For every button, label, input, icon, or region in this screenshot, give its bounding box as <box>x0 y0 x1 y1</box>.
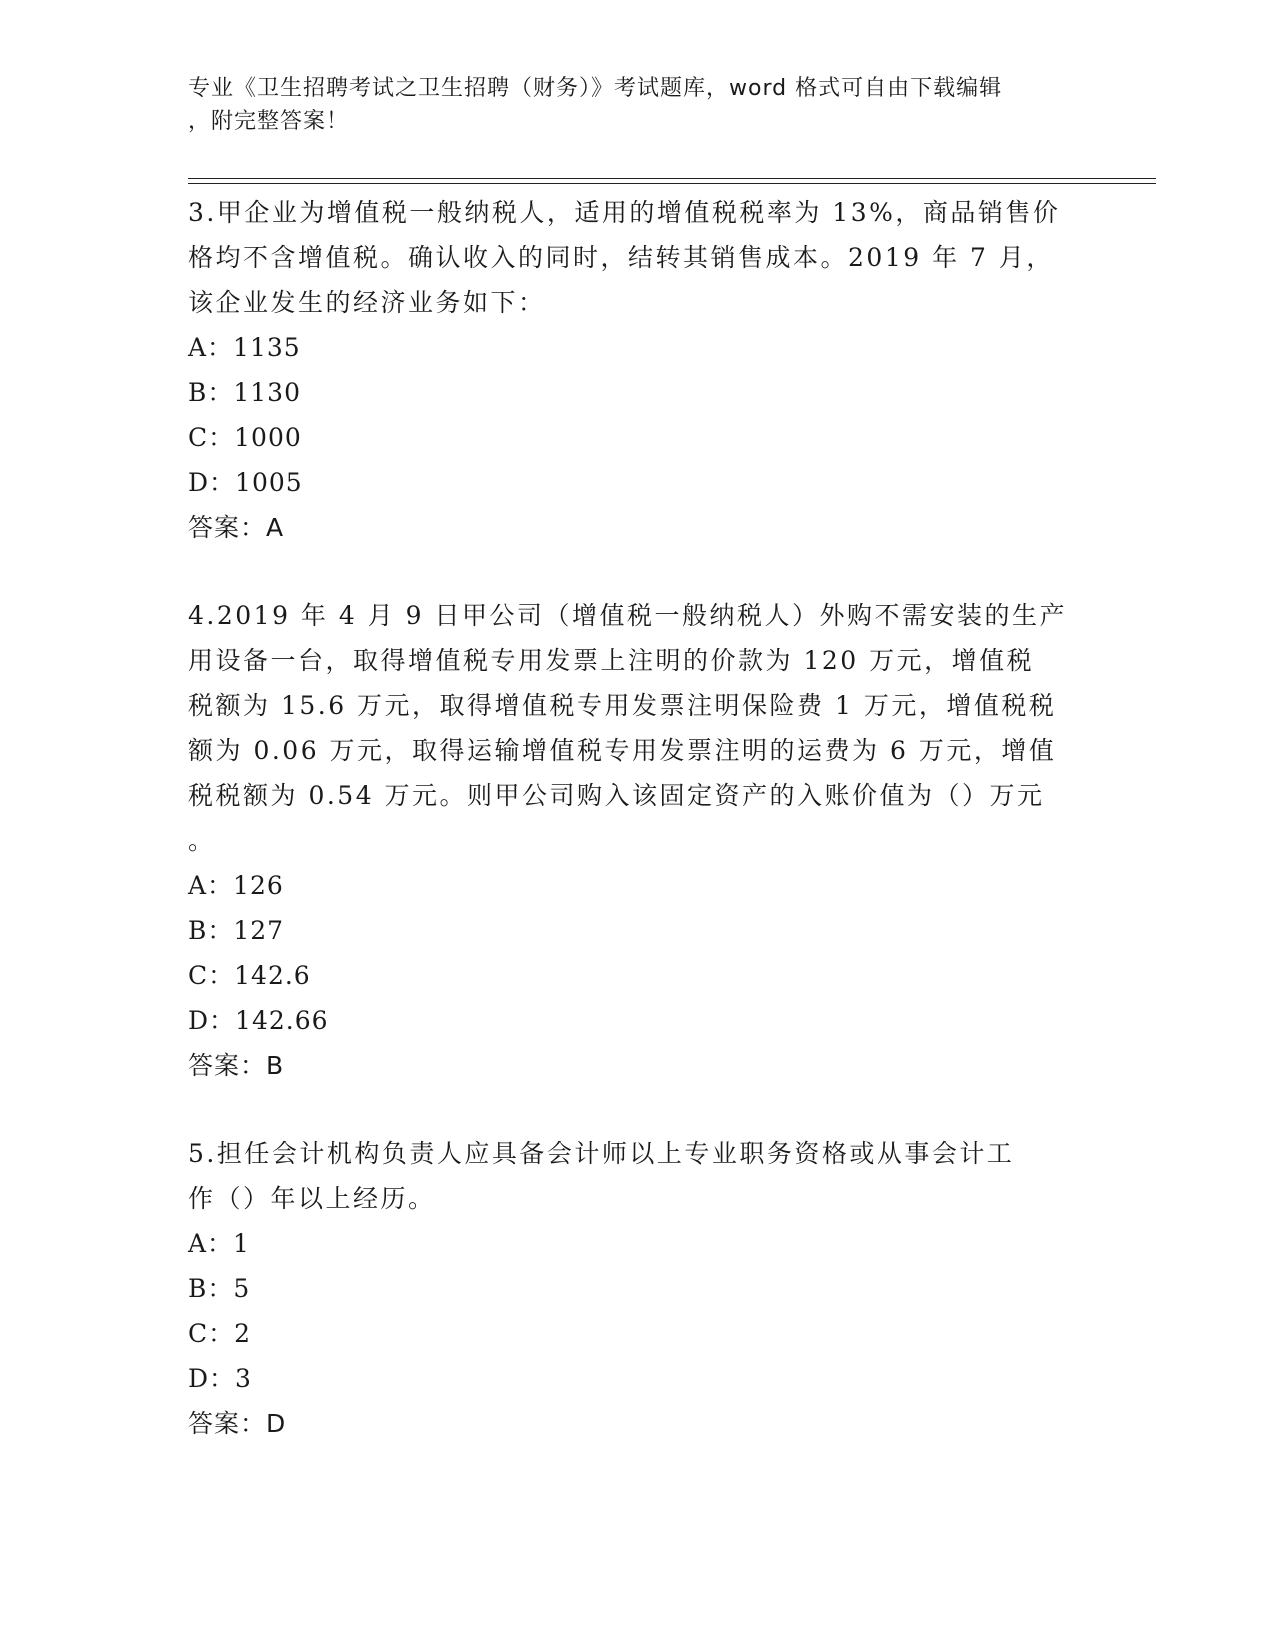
option-d: D：3 <box>188 1364 252 1393</box>
answer-label: 答案：B <box>188 1051 285 1080</box>
header-line-2: ，附完整答案！ <box>188 109 350 134</box>
option-b: B：5 <box>188 1274 251 1303</box>
question-5 <box>188 1131 1088 1446</box>
option-b: B：127 <box>188 916 285 945</box>
question-stem: 5.担任会计机构负责人应具备会计师以上专业职务资格或从事会计工 作（）年以上经历。 <box>188 1139 1015 1213</box>
header-divider-bottom <box>188 183 1156 184</box>
question-stem: 3.甲企业为增值税一般纳税人，适用的增值税税率为 13%，商品销售价 格均不含增值税。确认收入的同时，结转其销售成本。2019 年 7 月， 该企业发生的经济业务如下： <box>188 198 1061 317</box>
header-line-1: 专业《卫生招聘考试之卫生招聘（财务）》考试题库，word 格式可自由下载编辑 <box>188 76 1003 101</box>
option-a: A：1 <box>188 1229 250 1258</box>
option-c: C：2 <box>188 1319 252 1348</box>
question-stem: 4.2019 年 4 月 9 日甲公司（增值税一般纳税人）外购不需安装的生产 用设备一台，取得增值税专用发票上注明的价款为 120 万元，增值税 税额为 15.6 万元，取得增值税专用发票注明保险费 1 万元，增值税税 额为 0.06 万元，取得运输增值税专用发票注明的运费为 6 万元，增值 税税额为 0.54 万元。则甲公司购入该固定资产的入账价值为（）万元 。 <box>188 601 1068 855</box>
answer-label: 答案：D <box>188 1409 287 1438</box>
question-3 <box>188 190 1088 550</box>
header-divider-top <box>188 178 1156 179</box>
answer-label: 答案：A <box>188 513 285 542</box>
option-d: D：142.66 <box>188 1006 329 1035</box>
option-a: A：126 <box>188 871 284 900</box>
document-header <box>188 72 1068 138</box>
option-d: D：1005 <box>188 468 303 497</box>
option-a: A：1135 <box>188 333 301 362</box>
question-list <box>188 190 1088 1446</box>
option-b: B：1130 <box>188 378 301 407</box>
option-c: C：142.6 <box>188 961 311 990</box>
option-c: C：1000 <box>188 423 302 452</box>
question-4 <box>188 593 1088 1088</box>
